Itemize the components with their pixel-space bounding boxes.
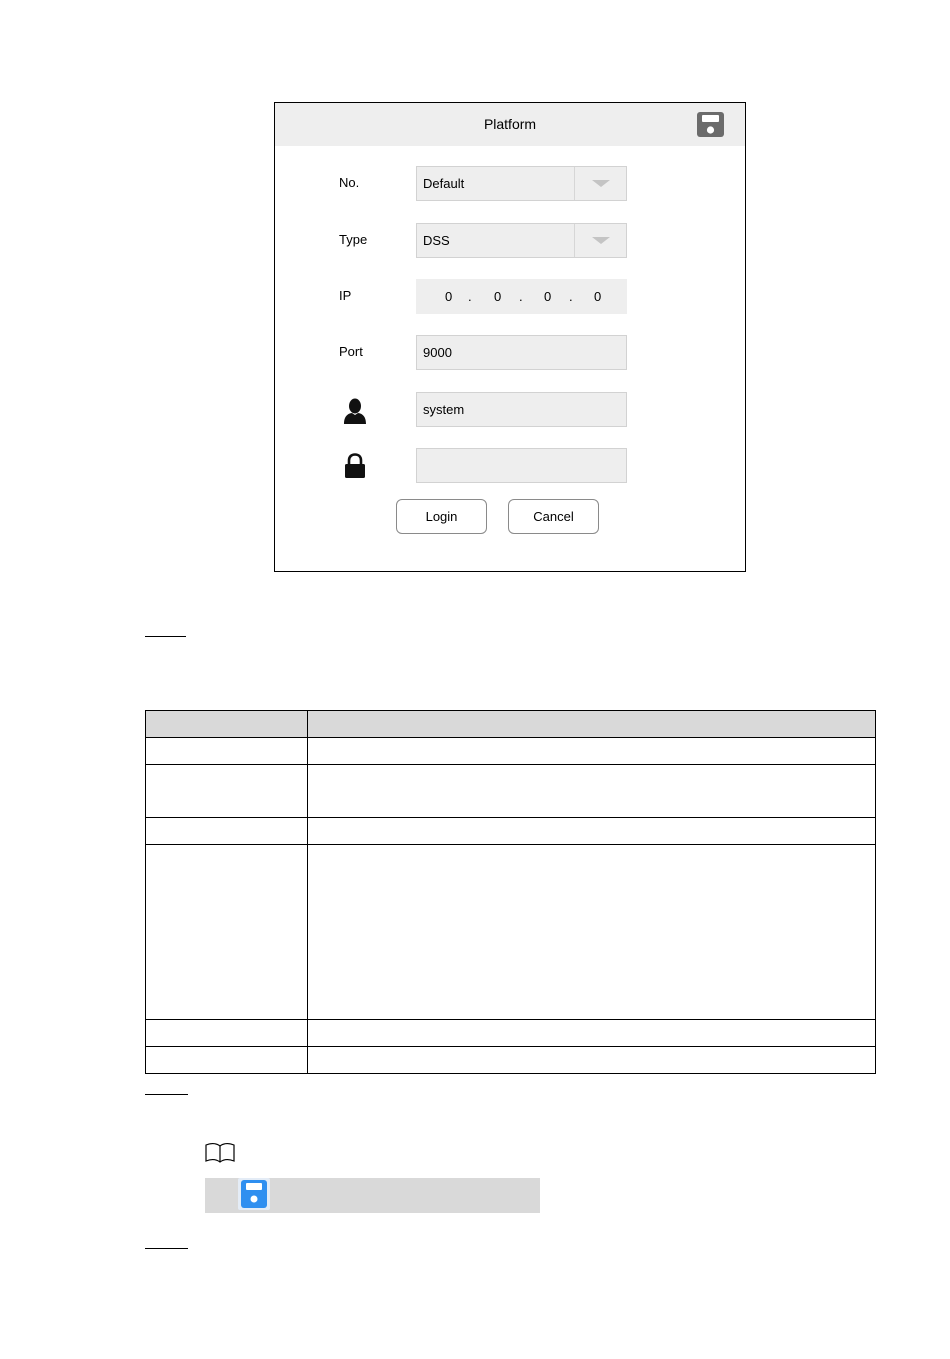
no-label: No. [339,175,360,190]
lock-icon [343,453,367,479]
save-icon-tile [238,1178,270,1210]
ip-address-field[interactable] [416,279,627,314]
ip-dot: . [468,289,472,304]
port-input[interactable] [416,335,627,370]
chevron-down-icon [592,180,610,187]
type-select[interactable] [416,223,627,258]
platform-dialog [274,102,746,572]
step-marker-line [145,636,186,637]
user-icon [343,398,367,424]
dialog-header [275,103,745,146]
step-marker-line [145,1094,188,1095]
ip-dot: . [519,289,523,304]
save-icon[interactable] [697,112,724,137]
table-border [145,710,876,1074]
book-note-icon [204,1142,236,1164]
ip-octet-2[interactable]: 0 [494,289,502,304]
port-value: 9000 [423,345,452,360]
username-value: system [423,402,465,417]
parameter-table [145,710,876,1074]
username-input[interactable] [416,392,627,427]
ip-label: IP [339,288,352,303]
type-select-value: DSS [423,233,450,248]
cancel-button[interactable]: Cancel [508,499,599,534]
ip-octet-4[interactable]: 0 [594,289,602,304]
ip-dot: . [569,289,573,304]
step-marker-line [145,1248,188,1249]
chevron-down-icon [592,237,610,244]
type-label: Type [339,232,368,247]
password-input[interactable] [416,448,627,483]
dialog-title: Platform [483,116,537,132]
dropdown-divider [574,167,575,200]
no-select[interactable] [416,166,627,201]
no-select-value: Default [423,176,465,191]
save-disk-icon [238,1178,270,1210]
login-button[interactable]: Login [396,499,487,534]
ip-octet-3[interactable]: 0 [544,289,552,304]
ip-octet-1[interactable]: 0 [445,289,453,304]
port-label: Port [339,344,363,359]
dropdown-divider [574,224,575,257]
